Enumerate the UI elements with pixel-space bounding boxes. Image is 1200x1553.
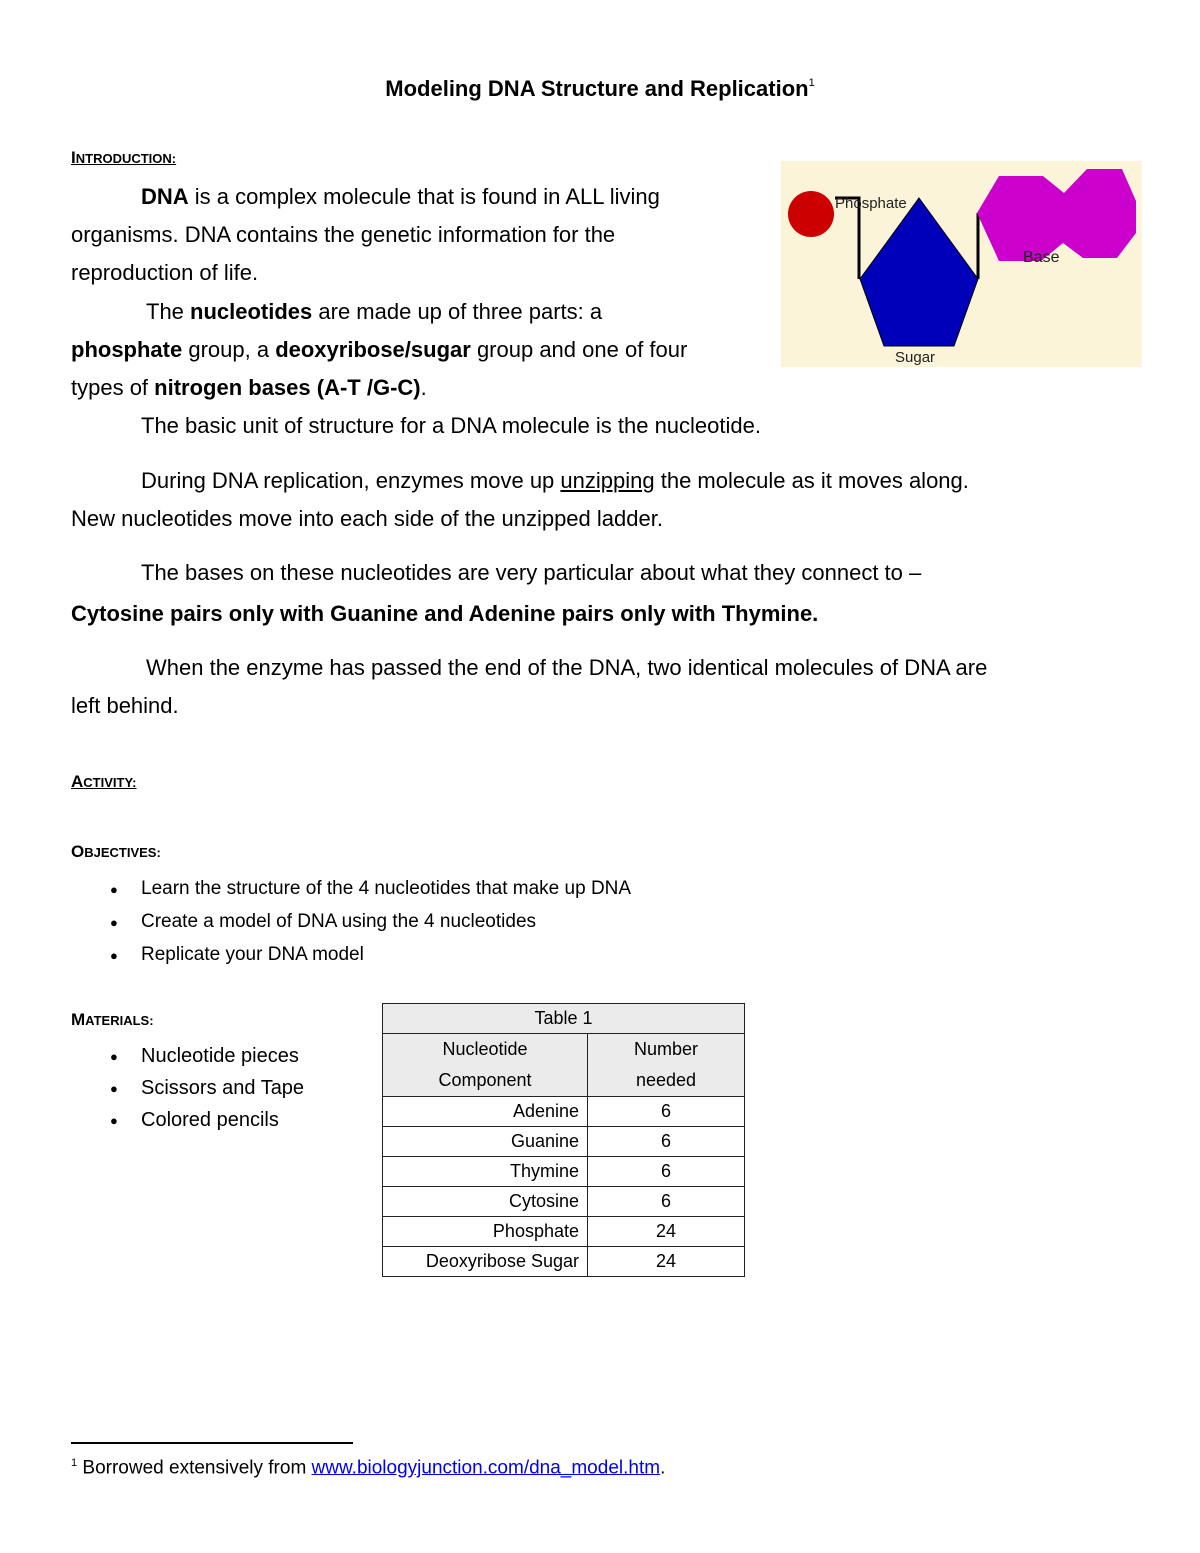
table-row xyxy=(383,1097,745,1127)
table-cell-component: Cytosine xyxy=(383,1187,588,1217)
intro-p2-line1: The nucleotides are made up of three parts: a xyxy=(146,299,603,324)
objective-item: ● Replicate your DNA model xyxy=(104,938,631,971)
activity-heading: ACTIVITY: xyxy=(71,772,137,791)
title-footnote-mark: 1 xyxy=(808,76,815,89)
intro-p1-line1: DNA is a complex molecule that is found in ALL living xyxy=(141,184,660,209)
table-header-component: Nucleotide Component xyxy=(383,1034,588,1097)
footnote-separator xyxy=(71,1442,353,1444)
table-header-number: Number needed xyxy=(588,1034,745,1097)
table-row xyxy=(383,1247,745,1277)
sugar-label: Sugar xyxy=(895,349,936,366)
nucleotide-diagram xyxy=(781,161,1142,367)
table-cell-number: 24 xyxy=(588,1247,745,1277)
base-shape xyxy=(977,169,1136,261)
table-cell-number: 6 xyxy=(588,1097,745,1127)
objective-item: ● Create a model of DNA using the 4 nucleotides xyxy=(104,905,631,938)
table-cell-component: Thymine xyxy=(383,1157,588,1187)
table-row xyxy=(383,1127,745,1157)
table-cell-number: 24 xyxy=(588,1217,745,1247)
table-cell-component: Guanine xyxy=(383,1127,588,1157)
table-row xyxy=(383,1187,745,1217)
table-cell-component: Phosphate xyxy=(383,1217,588,1247)
intro-p6-line2: left behind. xyxy=(71,693,179,718)
objectives-list xyxy=(104,872,631,971)
intro-p1-line3: reproduction of life. xyxy=(71,260,259,285)
nucleotide-diagram-svg xyxy=(781,161,1142,367)
intro-p5-line1: The bases on these nucleotides are very particular about what they connect to – xyxy=(141,560,922,585)
objective-item: ● Learn the structure of the 4 nucleotides that make up DNA xyxy=(104,872,631,905)
footnote-mark: 1 xyxy=(71,1457,78,1469)
table-cell-component: Deoxyribose Sugar xyxy=(383,1247,588,1277)
intro-p4-line2: New nucleotides move into each side of the unzipped ladder. xyxy=(71,506,663,531)
material-item: ● Colored pencils xyxy=(104,1104,304,1136)
table-cell-number: 6 xyxy=(588,1157,745,1187)
table-row xyxy=(383,1217,745,1247)
material-item: ● Nucleotide pieces xyxy=(104,1040,304,1072)
introduction-heading: INTRODUCTION: xyxy=(71,148,177,167)
materials-list xyxy=(104,1040,304,1136)
phosphate-label: Phosphate xyxy=(835,195,907,212)
table-caption: Table 1 xyxy=(383,1004,745,1034)
footnote: $^1$ Borrowed extensively from www.biologyjunction.com/dna_model.htm. xyxy=(71,1457,666,1479)
table-cell-component: Adenine xyxy=(383,1097,588,1127)
phosphate-circle xyxy=(788,191,834,237)
intro-p5-line2: Cytosine pairs only with Guanine and Adenine pairs only with Thymine. xyxy=(71,601,819,626)
material-item: ● Scissors and Tape xyxy=(104,1072,304,1104)
table-cell-number: 6 xyxy=(588,1127,745,1157)
sugar-pentagon xyxy=(860,198,978,346)
intro-p4-line1: During DNA replication, enzymes move up unzipping the molecule as it moves along. xyxy=(141,468,969,493)
objectives-heading: OBJECTIVES: xyxy=(71,842,161,861)
table-row xyxy=(383,1157,745,1187)
intro-p6-line1: When the enzyme has passed the end of the DNA, two identical molecules of DNA are xyxy=(146,655,988,680)
page-title: Modeling DNA Structure and Replication$^1$ xyxy=(385,76,815,101)
intro-p3: The basic unit of structure for a DNA molecule is the nucleotide. xyxy=(141,413,761,438)
footnote-link[interactable]: www.biologyjunction.com/dna_model.htm xyxy=(311,1457,661,1479)
intro-p1-line2: organisms. DNA contains the genetic information for the xyxy=(71,222,616,247)
intro-p2-line3: types of nitrogen bases (A-T /G-C). xyxy=(71,375,427,400)
nucleotide-table xyxy=(382,1003,745,1277)
intro-p2-line2: phosphate group, a deoxyribose/sugar group and one of four xyxy=(71,337,688,362)
base-label: Base xyxy=(1023,249,1060,266)
table-cell-number: 6 xyxy=(588,1187,745,1217)
materials-heading: MATERIALS: xyxy=(71,1010,154,1029)
